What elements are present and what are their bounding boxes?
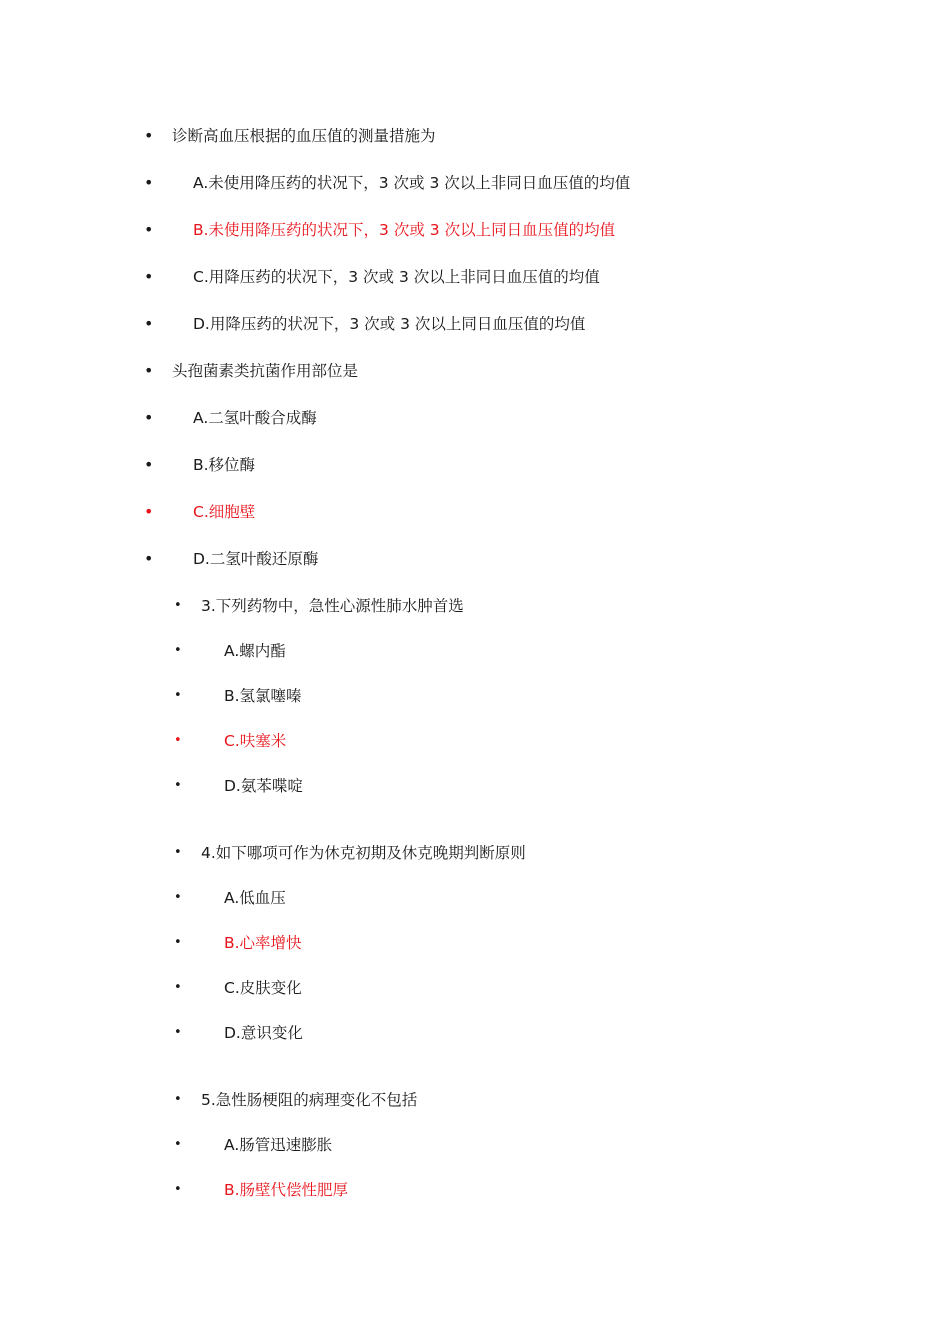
bullet-icon: • (174, 1182, 182, 1197)
option-text: A.低血压 (224, 889, 286, 907)
bullet-icon: • (174, 1137, 182, 1152)
option-text: D.意识变化 (224, 1024, 303, 1042)
bullet-icon: • (144, 502, 154, 521)
option-text: C.用降压药的状况下，3 次或 3 次以上非同日血压值的均值 (193, 268, 600, 286)
option-text: B.肠壁代偿性肥厚 (224, 1181, 349, 1199)
option-text: C.细胞壁 (193, 503, 256, 521)
bullet-icon: • (174, 980, 182, 995)
bullet-icon: • (144, 126, 154, 145)
bullet-icon: • (174, 1092, 182, 1107)
question-text: 4.如下哪项可作为休克初期及休克晚期判断原则 (201, 844, 526, 862)
bullet-icon: • (174, 935, 182, 950)
option-text: A.未使用降压药的状况下，3 次或 3 次以上非同日血压值的均值 (193, 174, 631, 192)
bullet-icon: • (174, 778, 182, 793)
bullet-icon: • (174, 1025, 182, 1040)
bullet-icon: • (174, 733, 182, 748)
bullet-icon: • (144, 408, 154, 427)
question-text: 3.下列药物中，急性心源性肺水肿首选 (201, 597, 464, 615)
bullet-icon: • (144, 314, 154, 333)
bullet-icon: • (174, 688, 182, 703)
bullet-icon: • (144, 455, 154, 474)
option-text: D.用降压药的状况下，3 次或 3 次以上同日血压值的均值 (193, 315, 586, 333)
option-text: A.二氢叶酸合成酶 (193, 409, 317, 427)
bullet-icon: • (174, 598, 182, 613)
option-text: B.未使用降压药的状况下，3 次或 3 次以上同日血压值的均值 (193, 221, 616, 239)
option-text: A.肠管迅速膨胀 (224, 1136, 333, 1154)
option-text: A.螺内酯 (224, 642, 286, 660)
option-text: D.二氢叶酸还原酶 (193, 550, 319, 568)
option-text: B.心率增快 (224, 934, 302, 952)
question-text: 5.急性肠梗阻的病理变化不包括 (201, 1091, 418, 1109)
option-text: C.呋塞米 (224, 732, 287, 750)
option-text: C.皮肤变化 (224, 979, 302, 997)
question-text: 头孢菌素类抗菌作用部位是 (172, 362, 359, 380)
question-text: 诊断高血压根据的血压值的测量措施为 (172, 127, 436, 145)
bullet-icon: • (174, 643, 182, 658)
bullet-icon: • (144, 173, 154, 192)
bullet-icon: • (144, 267, 154, 286)
option-text: D.氨苯喋啶 (224, 777, 303, 795)
option-text: B.氢氯噻嗪 (224, 687, 302, 705)
option-text: B.移位酶 (193, 456, 256, 474)
bullet-icon: • (144, 549, 154, 568)
bullet-icon: • (144, 361, 154, 380)
bullet-icon: • (144, 220, 154, 239)
bullet-icon: • (174, 845, 182, 860)
bullet-icon: • (174, 890, 182, 905)
